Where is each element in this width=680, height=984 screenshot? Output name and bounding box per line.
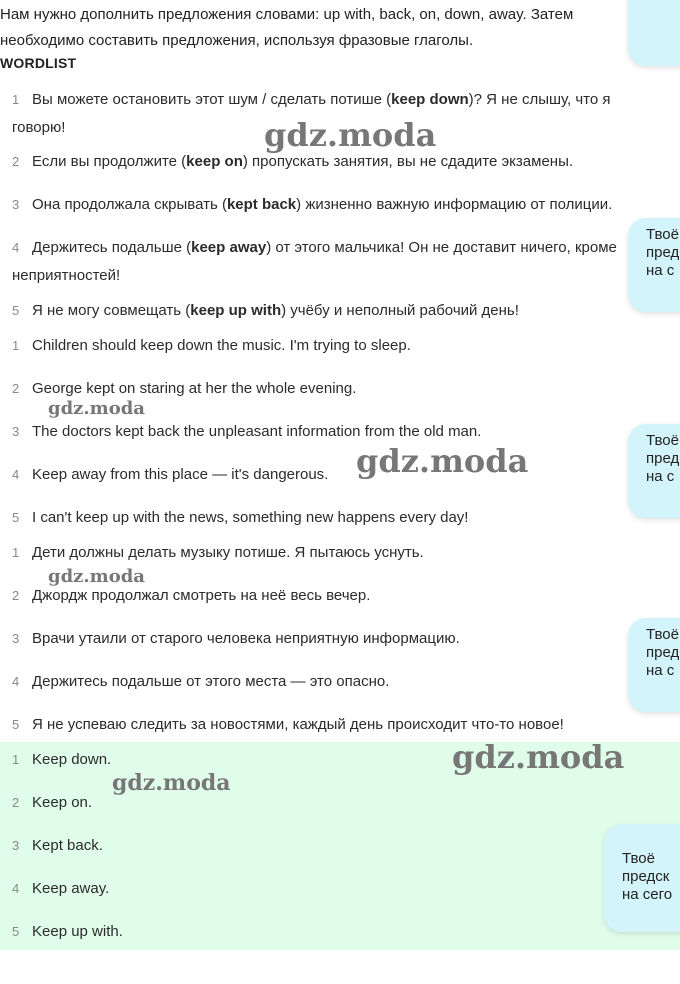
sentence-text: George kept on staring at her the whole evening. — [32, 380, 357, 397]
phrasal-verb: keep away — [191, 239, 267, 256]
item-number: 1 — [12, 338, 20, 353]
item-number: 3 — [12, 197, 20, 212]
wordlist-heading: WORDLIST — [0, 55, 77, 71]
tip-line: предск — [622, 868, 670, 885]
english-sentence — [12, 504, 680, 532]
tip-line: на с — [646, 262, 675, 279]
sentence-text: Держитесь подальше от этого места — это опасно. — [32, 673, 390, 690]
watermark: gdz.moda — [48, 398, 145, 419]
tip-line: Твоё — [622, 850, 655, 867]
item-text: ) жизненно важную информацию от полиции. — [296, 196, 613, 213]
item-text: ) учёбу и неполный рабочий день! — [281, 302, 519, 319]
promo-tip-top[interactable] — [628, 0, 680, 66]
item-number: 3 — [12, 631, 20, 646]
watermark: gdz.moda — [452, 738, 625, 776]
exercise-item — [12, 191, 680, 219]
item-number: 1 — [12, 92, 20, 107]
promo-tip[interactable] — [628, 424, 680, 518]
tip-line: пред — [646, 644, 680, 661]
item-number: 4 — [12, 881, 20, 896]
item-text: Держитесь подальше ( — [32, 239, 192, 256]
item-number: 2 — [12, 795, 20, 810]
item-number: 5 — [12, 717, 20, 732]
tip-line: Твоё — [646, 226, 679, 243]
item-number: 4 — [12, 240, 20, 255]
sentence-text: Дети должны делать музыку потише. Я пытаюсь уснуть. — [32, 544, 424, 561]
tip-line: Твоё — [646, 432, 679, 449]
item-number: 3 — [12, 838, 20, 853]
promo-tip[interactable] — [628, 618, 680, 712]
phrasal-verb: keep down — [391, 91, 469, 108]
tip-line: на с — [646, 662, 675, 679]
phrasal-verb: kept back — [226, 196, 297, 213]
item-number: 2 — [12, 381, 20, 396]
item-number: 1 — [12, 545, 20, 560]
phrasal-verb: keep on — [186, 153, 243, 170]
item-text: Вы можете остановить этот шум / сделать потише ( — [32, 91, 392, 108]
item-number: 4 — [12, 467, 20, 482]
answer-text: Keep up with. — [32, 923, 123, 940]
item-text: Она продолжала скрывать ( — [32, 196, 227, 213]
sentence-text: The doctors kept back the unpleasant information from the old man. — [32, 423, 482, 440]
answer-text: Keep down. — [32, 751, 112, 768]
sentence-text: I can't keep up with the news, something new happens every day! — [32, 509, 469, 526]
promo-tip[interactable] — [604, 824, 680, 932]
translation-sentence — [12, 711, 680, 739]
english-sentence — [12, 332, 680, 360]
english-sentence — [12, 418, 680, 446]
watermark: gdz.moda — [264, 116, 437, 154]
tip-line: Твоё — [646, 626, 679, 643]
answer-text: Kept back. — [32, 837, 103, 854]
answer-text: Keep on. — [32, 794, 93, 811]
answer-text: Keep away. — [32, 880, 110, 897]
item-number: 5 — [12, 924, 20, 939]
item-text: Если вы продолжите ( — [32, 153, 187, 170]
sentence-text: Children should keep down the music. I'm trying to sleep. — [32, 337, 411, 354]
item-number: 4 — [12, 674, 20, 689]
translation-sentence — [12, 625, 680, 653]
answer-item — [12, 918, 680, 946]
sentence-text: Keep away from this place — it's dangerous. — [32, 466, 329, 483]
sentence-text: Я не успеваю следить за новостями, каждый день происходит что-то новое! — [32, 716, 564, 733]
watermark: gdz.moda — [356, 442, 529, 480]
item-number: 3 — [12, 424, 20, 439]
tip-line: пред — [646, 244, 680, 261]
item-text: Я не могу совмещать ( — [32, 302, 191, 319]
sentence-text: Врачи утаили от старого человека неприятную информацию. — [32, 630, 460, 647]
tip-line: на с — [646, 468, 675, 485]
item-text: )? Я не слышу, что я говорю! — [12, 91, 611, 136]
answer-item — [12, 875, 680, 903]
phrasal-verb: keep up with — [190, 302, 282, 319]
watermark: gdz.moda — [48, 566, 145, 587]
exercise-item — [12, 297, 680, 325]
item-number: 5 — [12, 303, 20, 318]
tip-line: пред — [646, 450, 680, 467]
item-text: ) пропускать занятия, вы не сдадите экзамены. — [242, 153, 574, 170]
translation-sentence — [12, 539, 680, 567]
watermark: gdz.moda — [112, 770, 231, 796]
tip-line: на сего — [622, 886, 673, 903]
translation-sentence — [12, 668, 680, 696]
item-number: 2 — [12, 588, 20, 603]
answer-item — [12, 832, 680, 860]
item-number: 5 — [12, 510, 20, 525]
task-intro: Нам нужно дополнить предложения словами: up with, back, on, down, away. Затем необходимо составить предложения, используя фразовые глаголы. — [0, 6, 574, 49]
english-sentence — [12, 461, 680, 489]
promo-tip[interactable] — [628, 218, 680, 312]
sentence-text: Джордж продолжал смотреть на неё весь вечер. — [32, 587, 371, 604]
exercise-item — [12, 234, 657, 290]
item-text: ) от этого мальчика! Он не доставит ничего, кроме неприятностей! — [12, 239, 617, 284]
item-number: 1 — [12, 752, 20, 767]
item-number: 2 — [12, 154, 20, 169]
